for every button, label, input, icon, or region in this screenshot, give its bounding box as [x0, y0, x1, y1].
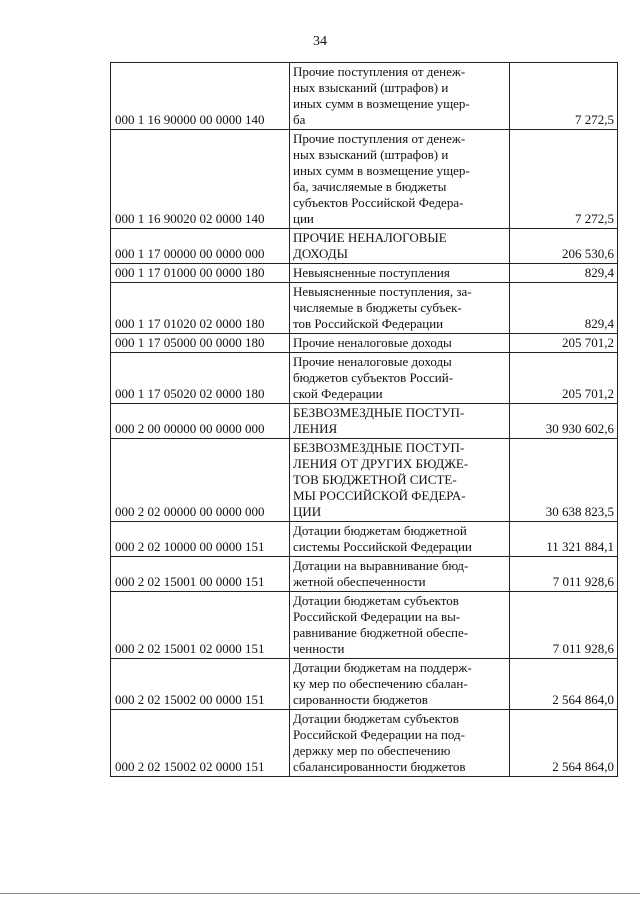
amount-cell: 7 011 928,6 [510, 592, 618, 659]
description-line: Прочие неналоговые доходы [293, 335, 452, 350]
amount-cell: 7 272,5 [510, 63, 618, 130]
description-line: Российской Федерации на под- [293, 727, 465, 742]
budget-code-cell: 000 1 17 05000 00 0000 180 [111, 334, 290, 353]
amount-cell: 30 638 823,5 [510, 439, 618, 522]
description-line: ЛЕНИЯ ОТ ДРУГИХ БЮДЖЕ- [293, 456, 469, 471]
table-row [111, 557, 618, 592]
budget-code-cell: 000 2 02 15002 00 0000 151 [111, 659, 290, 710]
page-bottom-edge [0, 893, 640, 894]
table-row [111, 592, 618, 659]
budget-code-cell: 000 2 02 15002 02 0000 151 [111, 710, 290, 777]
budget-code-cell: 000 1 17 05020 02 0000 180 [111, 353, 290, 404]
amount-cell: 205 701,2 [510, 334, 618, 353]
description-line: Невыясненные поступления, за- [293, 284, 472, 299]
description-line: сированности бюджетов [293, 692, 428, 707]
table-row [111, 283, 618, 334]
budget-code-cell: 000 2 02 00000 00 0000 000 [111, 439, 290, 522]
description-line: ТОВ БЮДЖЕТНОЙ СИСТЕ- [293, 472, 457, 487]
description-line: ции [293, 211, 314, 226]
description-line: равнивание бюджетной обеспе- [293, 625, 469, 640]
table-row [111, 659, 618, 710]
description-line: МЫ РОССИЙСКОЙ ФЕДЕРА- [293, 488, 466, 503]
description-cell [290, 404, 510, 439]
description-line: ЦИИ [293, 504, 322, 519]
description-line: бюджетов субъектов Россий- [293, 370, 454, 385]
table-row [111, 229, 618, 264]
description-line: ба [293, 112, 306, 127]
budget-code-cell: 000 1 17 00000 00 0000 000 [111, 229, 290, 264]
description-line: Дотации на выравнивание бюд- [293, 558, 469, 573]
budget-code-cell: 000 2 02 10000 00 0000 151 [111, 522, 290, 557]
budget-code-cell: 000 2 02 15001 02 0000 151 [111, 592, 290, 659]
description-line: Дотации бюджетам на поддерж- [293, 660, 472, 675]
description-line: Невыясненные поступления [293, 265, 450, 280]
description-cell [290, 334, 510, 353]
description-line: тов Российской Федерации [293, 316, 444, 331]
table-row [111, 353, 618, 404]
description-line: числяемые в бюджеты субъек- [293, 300, 462, 315]
budget-revenue-table [110, 62, 618, 777]
description-line: БЕЗВОЗМЕЗДНЫЕ ПОСТУП- [293, 440, 465, 455]
description-line: ДОХОДЫ [293, 246, 348, 261]
budget-code-cell: 000 1 16 90000 00 0000 140 [111, 63, 290, 130]
description-line: жетной обеспеченности [293, 574, 426, 589]
description-line: Российской Федерации на вы- [293, 609, 461, 624]
description-line: системы Российской Федерации [293, 539, 472, 554]
description-cell [290, 522, 510, 557]
amount-cell: 7 272,5 [510, 130, 618, 229]
description-cell [290, 592, 510, 659]
table-row [111, 439, 618, 522]
budget-code-cell: 000 2 02 15001 00 0000 151 [111, 557, 290, 592]
description-line: Прочие поступления от денеж- [293, 64, 466, 79]
amount-cell: 2 564 864,0 [510, 710, 618, 777]
description-line: сбалансированности бюджетов [293, 759, 466, 774]
budget-code-cell: 000 2 00 00000 00 0000 000 [111, 404, 290, 439]
table-body [111, 63, 618, 777]
description-cell [290, 283, 510, 334]
description-cell [290, 130, 510, 229]
description-line: держку мер по обеспечению [293, 743, 451, 758]
amount-cell: 829,4 [510, 264, 618, 283]
table-row [111, 334, 618, 353]
description-line: Прочие неналоговые доходы [293, 354, 452, 369]
amount-cell: 829,4 [510, 283, 618, 334]
description-line: иных сумм в возмещение ущер- [293, 163, 470, 178]
description-line: иных сумм в возмещение ущер- [293, 96, 470, 111]
amount-cell: 206 530,6 [510, 229, 618, 264]
description-cell [290, 353, 510, 404]
description-cell [290, 557, 510, 592]
description-line: субъектов Российской Федера- [293, 195, 464, 210]
description-line: Дотации бюджетам субъектов [293, 593, 459, 608]
table-row [111, 63, 618, 130]
description-cell [290, 659, 510, 710]
description-line: ба, зачисляемые в бюджеты [293, 179, 447, 194]
description-line: Дотации бюджетам субъектов [293, 711, 459, 726]
amount-cell: 11 321 884,1 [510, 522, 618, 557]
description-cell [290, 63, 510, 130]
table-row [111, 522, 618, 557]
table-row [111, 710, 618, 777]
table-row [111, 130, 618, 229]
description-line: ЛЕНИЯ [293, 421, 338, 436]
description-cell [290, 229, 510, 264]
budget-code-cell: 000 1 17 01000 00 0000 180 [111, 264, 290, 283]
description-line: ской Федерации [293, 386, 383, 401]
table-row [111, 404, 618, 439]
amount-cell: 205 701,2 [510, 353, 618, 404]
budget-code-cell: 000 1 16 90020 02 0000 140 [111, 130, 290, 229]
budget-code-cell: 000 1 17 01020 02 0000 180 [111, 283, 290, 334]
description-line: ченности [293, 641, 345, 656]
description-line: ных взысканий (штрафов) и [293, 147, 449, 162]
amount-cell: 30 930 602,6 [510, 404, 618, 439]
amount-cell: 7 011 928,6 [510, 557, 618, 592]
page-number: 34 [313, 34, 327, 49]
description-line: Прочие поступления от денеж- [293, 131, 466, 146]
description-line: ных взысканий (штрафов) и [293, 80, 449, 95]
description-cell [290, 264, 510, 283]
table-row [111, 264, 618, 283]
description-line: ку мер по обеспечению сбалан- [293, 676, 468, 691]
amount-cell: 2 564 864,0 [510, 659, 618, 710]
description-cell [290, 439, 510, 522]
description-line: БЕЗВОЗМЕЗДНЫЕ ПОСТУП- [293, 405, 465, 420]
description-cell [290, 710, 510, 777]
description-line: Дотации бюджетам бюджетной [293, 523, 467, 538]
description-line: ПРОЧИЕ НЕНАЛОГОВЫЕ [293, 230, 447, 245]
